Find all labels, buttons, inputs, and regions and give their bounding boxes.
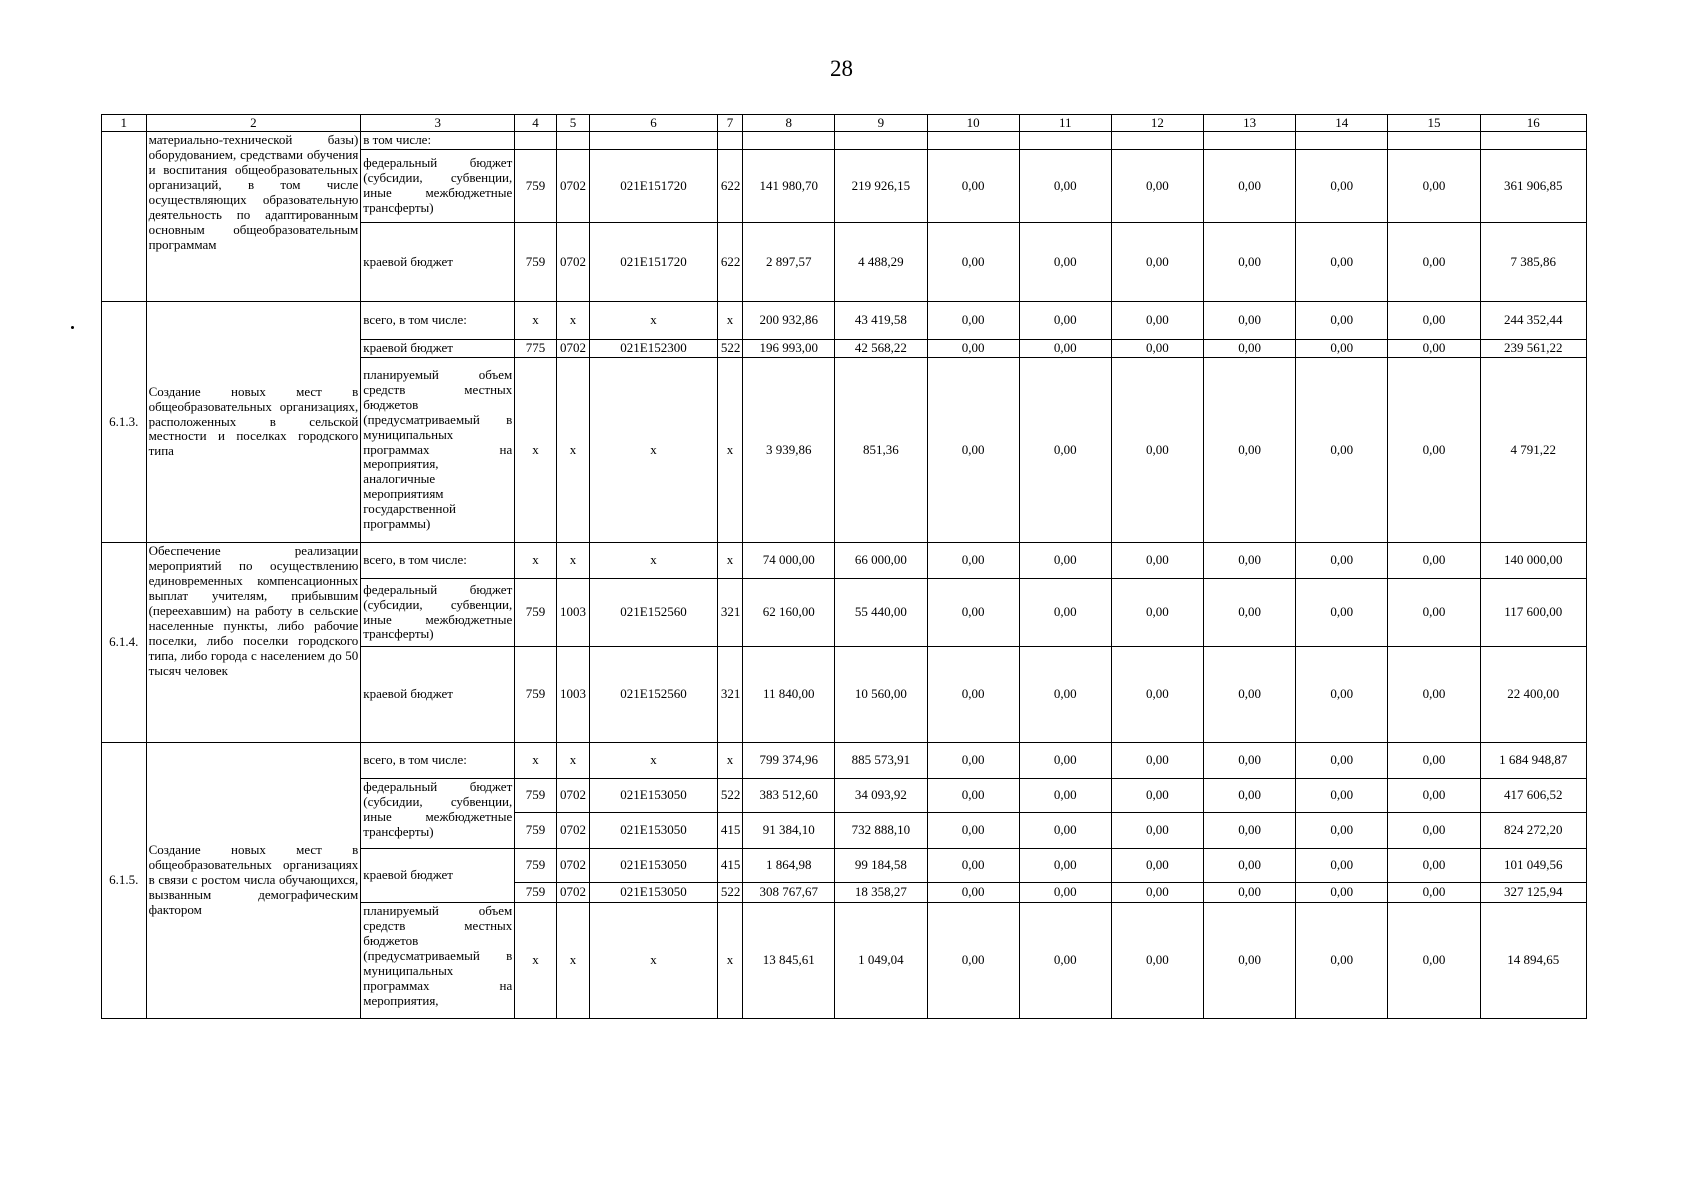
value-cell: 0,00: [1388, 358, 1480, 543]
value-cell: 0,00: [1388, 223, 1480, 302]
value-cell: 0,00: [1019, 883, 1111, 903]
value-cell: 327 125,94: [1480, 883, 1586, 903]
value-cell: x: [717, 358, 742, 543]
value-cell: 101 049,56: [1480, 849, 1586, 883]
value-cell: 021E152560: [590, 579, 718, 647]
value-cell: [515, 132, 557, 150]
activity-code: 6.1.4.: [102, 543, 147, 743]
value-cell: 0,00: [1296, 813, 1388, 849]
value-cell: 0,00: [1204, 579, 1296, 647]
value-cell: 91 384,10: [743, 813, 835, 849]
value-cell: 0,00: [1388, 647, 1480, 743]
value-cell: 0,00: [927, 579, 1019, 647]
value-cell: 0,00: [1019, 302, 1111, 340]
value-cell: 0,00: [1204, 647, 1296, 743]
activity-code: 6.1.5.: [102, 743, 147, 1019]
value-cell: 0,00: [1111, 647, 1203, 743]
value-cell: x: [556, 302, 589, 340]
value-cell: 219 926,15: [835, 150, 927, 223]
value-cell: 34 093,92: [835, 779, 927, 813]
value-cell: 0,00: [927, 647, 1019, 743]
value-cell: 55 440,00: [835, 579, 927, 647]
value-cell: 0,00: [1388, 813, 1480, 849]
funding-source: краевой бюджет: [361, 849, 515, 903]
value-cell: [1111, 132, 1203, 150]
value-cell: 0,00: [927, 813, 1019, 849]
value-cell: 021E151720: [590, 150, 718, 223]
value-cell: 759: [515, 223, 557, 302]
value-cell: 0,00: [1296, 849, 1388, 883]
value-cell: 885 573,91: [835, 743, 927, 779]
value-cell: [835, 132, 927, 150]
value-cell: 732 888,10: [835, 813, 927, 849]
value-cell: 0,00: [1388, 579, 1480, 647]
value-cell: 0,00: [1296, 743, 1388, 779]
value-cell: 0,00: [1111, 743, 1203, 779]
value-cell: 117 600,00: [1480, 579, 1586, 647]
value-cell: x: [515, 543, 557, 579]
value-cell: 0,00: [1204, 743, 1296, 779]
value-cell: 308 767,67: [743, 883, 835, 903]
value-cell: x: [590, 543, 718, 579]
value-cell: [1204, 132, 1296, 150]
value-cell: 10 560,00: [835, 647, 927, 743]
value-cell: 0,00: [1019, 813, 1111, 849]
value-cell: 0,00: [927, 150, 1019, 223]
value-cell: 0,00: [1111, 813, 1203, 849]
value-cell: 239 561,22: [1480, 340, 1586, 358]
value-cell: 0,00: [1204, 223, 1296, 302]
value-cell: 2 897,57: [743, 223, 835, 302]
value-cell: x: [556, 743, 589, 779]
value-cell: 66 000,00: [835, 543, 927, 579]
value-cell: 0,00: [1388, 883, 1480, 903]
activity-description: Создание новых мест в общеобразовательных организациях в связи с ростом числа обучающихся, вызванным демографическим фактором: [146, 743, 361, 1019]
value-cell: 22 400,00: [1480, 647, 1586, 743]
funding-source: всего, в том числе:: [361, 543, 515, 579]
value-cell: 0,00: [1019, 743, 1111, 779]
funding-source: краевой бюджет: [361, 647, 515, 743]
value-cell: 775: [515, 340, 557, 358]
value-cell: 0,00: [927, 883, 1019, 903]
value-cell: 0,00: [1019, 779, 1111, 813]
value-cell: 0,00: [1388, 743, 1480, 779]
header-cell: 13: [1204, 115, 1296, 132]
header-cell: 16: [1480, 115, 1586, 132]
value-cell: x: [590, 358, 718, 543]
value-cell: 4 488,29: [835, 223, 927, 302]
value-cell: 0702: [556, 813, 589, 849]
value-cell: 74 000,00: [743, 543, 835, 579]
value-cell: x: [515, 358, 557, 543]
value-cell: 415: [717, 813, 742, 849]
value-cell: 021E153050: [590, 779, 718, 813]
funding-source: в том числе:: [361, 132, 515, 150]
header-cell: 11: [1019, 115, 1111, 132]
value-cell: 0702: [556, 223, 589, 302]
funding-source: всего, в том числе:: [361, 302, 515, 340]
value-cell: x: [515, 903, 557, 1019]
value-cell: 4 791,22: [1480, 358, 1586, 543]
value-cell: 0702: [556, 779, 589, 813]
value-cell: x: [717, 543, 742, 579]
value-cell: 0,00: [927, 543, 1019, 579]
activity-description: материально-технической базы) оборудованием, средствами обучения и воспитания общеобразовательных организаций, в том числе осуществляющих образовательную деятельность по адаптированным основным общеобразовательным программам: [146, 132, 361, 302]
page-number: 28: [830, 56, 853, 81]
value-cell: [590, 132, 718, 150]
value-cell: 759: [515, 647, 557, 743]
value-cell: 0,00: [927, 743, 1019, 779]
value-cell: 196 993,00: [743, 340, 835, 358]
value-cell: [1480, 132, 1586, 150]
value-cell: 141 980,70: [743, 150, 835, 223]
value-cell: 0,00: [1111, 849, 1203, 883]
value-cell: 18 358,27: [835, 883, 927, 903]
value-cell: 0,00: [1204, 150, 1296, 223]
value-cell: 0,00: [1111, 883, 1203, 903]
value-cell: 0,00: [1111, 302, 1203, 340]
value-cell: 1 684 948,87: [1480, 743, 1586, 779]
value-cell: [556, 132, 589, 150]
header-cell: 5: [556, 115, 589, 132]
value-cell: 140 000,00: [1480, 543, 1586, 579]
value-cell: 0,00: [1111, 340, 1203, 358]
header-cell: 2: [146, 115, 361, 132]
value-cell: x: [515, 302, 557, 340]
value-cell: 759: [515, 150, 557, 223]
header-cell: 4: [515, 115, 557, 132]
value-cell: 244 352,44: [1480, 302, 1586, 340]
value-cell: 0,00: [1019, 647, 1111, 743]
value-cell: 0,00: [1204, 340, 1296, 358]
value-cell: x: [556, 358, 589, 543]
value-cell: 0,00: [1204, 849, 1296, 883]
value-cell: 759: [515, 779, 557, 813]
value-cell: 0,00: [1019, 903, 1111, 1019]
value-cell: 0,00: [1388, 779, 1480, 813]
table-row: [102, 302, 1587, 340]
header-cell: 12: [1111, 115, 1203, 132]
funding-source: краевой бюджет: [361, 340, 515, 358]
value-cell: 522: [717, 883, 742, 903]
value-cell: 0,00: [1019, 543, 1111, 579]
value-cell: 99 184,58: [835, 849, 927, 883]
value-cell: 1003: [556, 579, 589, 647]
value-cell: x: [556, 903, 589, 1019]
value-cell: 0,00: [1296, 903, 1388, 1019]
value-cell: x: [717, 743, 742, 779]
value-cell: [743, 132, 835, 150]
value-cell: 0,00: [927, 358, 1019, 543]
value-cell: 62 160,00: [743, 579, 835, 647]
budget-table: [101, 114, 1587, 1019]
value-cell: 759: [515, 849, 557, 883]
value-cell: 021E152300: [590, 340, 718, 358]
value-cell: 0,00: [1019, 340, 1111, 358]
value-cell: 0,00: [1204, 883, 1296, 903]
table-row: [102, 543, 1587, 579]
activity-code: 6.1.3.: [102, 302, 147, 543]
table-row: [102, 132, 1587, 150]
value-cell: 0,00: [1296, 150, 1388, 223]
value-cell: 0,00: [1296, 358, 1388, 543]
value-cell: 0,00: [1111, 903, 1203, 1019]
value-cell: 522: [717, 779, 742, 813]
value-cell: 0,00: [1296, 883, 1388, 903]
header-cell: 3: [361, 115, 515, 132]
value-cell: x: [590, 302, 718, 340]
value-cell: 0,00: [1388, 150, 1480, 223]
value-cell: 0,00: [1388, 543, 1480, 579]
value-cell: 0,00: [1019, 223, 1111, 302]
value-cell: 0702: [556, 150, 589, 223]
value-cell: 759: [515, 883, 557, 903]
value-cell: 0,00: [1019, 849, 1111, 883]
value-cell: 0,00: [1296, 543, 1388, 579]
header-cell: 8: [743, 115, 835, 132]
header-cell: 15: [1388, 115, 1480, 132]
activity-description: Обеспечение реализации мероприятий по осуществлению единовременных компенсационных выплат учителям, прибывшим (переехавшим) на работу в сельские населенные пункты, либо рабочие поселки, либо поселки городского типа, либо города с населением до 50 тысяч человек: [146, 543, 361, 743]
value-cell: 1 049,04: [835, 903, 927, 1019]
header-cell: 7: [717, 115, 742, 132]
value-cell: 522: [717, 340, 742, 358]
value-cell: 021E153050: [590, 883, 718, 903]
value-cell: 021E151720: [590, 223, 718, 302]
value-cell: 7 385,86: [1480, 223, 1586, 302]
scan-dot: [71, 326, 74, 329]
header-cell: 14: [1296, 115, 1388, 132]
value-cell: 0,00: [1111, 223, 1203, 302]
value-cell: 759: [515, 813, 557, 849]
value-cell: 0,00: [927, 903, 1019, 1019]
value-cell: 0,00: [1296, 647, 1388, 743]
value-cell: 11 840,00: [743, 647, 835, 743]
value-cell: [1019, 132, 1111, 150]
funding-source: планируемый объем средств местных бюджетов (предусматриваемый в муниципальных программах на мероприятия,: [361, 903, 515, 1019]
header-cell: 10: [927, 115, 1019, 132]
value-cell: [1296, 132, 1388, 150]
value-cell: 021E153050: [590, 813, 718, 849]
value-cell: 0,00: [927, 849, 1019, 883]
value-cell: x: [515, 743, 557, 779]
value-cell: 0,00: [1388, 849, 1480, 883]
value-cell: 0,00: [1111, 779, 1203, 813]
value-cell: x: [717, 903, 742, 1019]
value-cell: 021E153050: [590, 849, 718, 883]
value-cell: 0,00: [1204, 813, 1296, 849]
header-cell: 6: [590, 115, 718, 132]
value-cell: x: [717, 302, 742, 340]
funding-source: федеральный бюджет (субсидии, субвенции, иные межбюджетные трансферты): [361, 579, 515, 647]
value-cell: 0,00: [1296, 340, 1388, 358]
value-cell: 200 932,86: [743, 302, 835, 340]
header-cell: 1: [102, 115, 147, 132]
value-cell: 14 894,65: [1480, 903, 1586, 1019]
funding-source: всего, в том числе:: [361, 743, 515, 779]
value-cell: 0,00: [927, 223, 1019, 302]
value-cell: x: [590, 743, 718, 779]
value-cell: 0702: [556, 883, 589, 903]
value-cell: x: [590, 903, 718, 1019]
value-cell: 3 939,86: [743, 358, 835, 543]
value-cell: 0702: [556, 849, 589, 883]
value-cell: 415: [717, 849, 742, 883]
value-cell: x: [556, 543, 589, 579]
value-cell: 851,36: [835, 358, 927, 543]
value-cell: 0,00: [1019, 150, 1111, 223]
value-cell: 0,00: [1296, 579, 1388, 647]
value-cell: 0,00: [1111, 543, 1203, 579]
value-cell: 0,00: [1204, 543, 1296, 579]
value-cell: 0,00: [1388, 340, 1480, 358]
activity-code: [102, 132, 147, 302]
value-cell: 0,00: [927, 302, 1019, 340]
value-cell: 824 272,20: [1480, 813, 1586, 849]
value-cell: 0,00: [1019, 358, 1111, 543]
table-row: [102, 743, 1587, 779]
value-cell: 43 419,58: [835, 302, 927, 340]
value-cell: 0,00: [927, 779, 1019, 813]
value-cell: 42 568,22: [835, 340, 927, 358]
value-cell: 0,00: [1204, 358, 1296, 543]
value-cell: 0,00: [1296, 223, 1388, 302]
value-cell: 0,00: [1204, 903, 1296, 1019]
value-cell: 0,00: [1204, 302, 1296, 340]
value-cell: 13 845,61: [743, 903, 835, 1019]
value-cell: 0,00: [1296, 302, 1388, 340]
value-cell: 0,00: [1111, 579, 1203, 647]
value-cell: 0,00: [1388, 302, 1480, 340]
value-cell: 021E152560: [590, 647, 718, 743]
funding-source: планируемый объем средств местных бюджетов (предусматриваемый в муниципальных программах на мероприятия, аналогичные мероприятиям государственной программы): [361, 358, 515, 543]
value-cell: 383 512,60: [743, 779, 835, 813]
value-cell: [927, 132, 1019, 150]
value-cell: 361 906,85: [1480, 150, 1586, 223]
value-cell: 0,00: [1111, 358, 1203, 543]
funding-source: краевой бюджет: [361, 223, 515, 302]
funding-source: федеральный бюджет (субсидии, субвенции, иные межбюджетные трансферты): [361, 779, 515, 849]
value-cell: 0,00: [1111, 150, 1203, 223]
value-cell: 321: [717, 579, 742, 647]
header-row: [102, 115, 1587, 132]
value-cell: 0,00: [1388, 903, 1480, 1019]
header-cell: 9: [835, 115, 927, 132]
activity-description: Создание новых мест в общеобразовательных организациях, расположенных в сельской местности и поселках городского типа: [146, 302, 361, 543]
value-cell: 1003: [556, 647, 589, 743]
value-cell: 0,00: [927, 340, 1019, 358]
value-cell: 0702: [556, 340, 589, 358]
value-cell: 1 864,98: [743, 849, 835, 883]
value-cell: 417 606,52: [1480, 779, 1586, 813]
value-cell: 0,00: [1296, 779, 1388, 813]
value-cell: 0,00: [1204, 779, 1296, 813]
value-cell: [1388, 132, 1480, 150]
value-cell: 0,00: [1019, 579, 1111, 647]
funding-source: федеральный бюджет (субсидии, субвенции, иные межбюджетные трансферты): [361, 150, 515, 223]
value-cell: 759: [515, 579, 557, 647]
value-cell: 321: [717, 647, 742, 743]
value-cell: [717, 132, 742, 150]
value-cell: 622: [717, 150, 742, 223]
value-cell: 622: [717, 223, 742, 302]
value-cell: 799 374,96: [743, 743, 835, 779]
